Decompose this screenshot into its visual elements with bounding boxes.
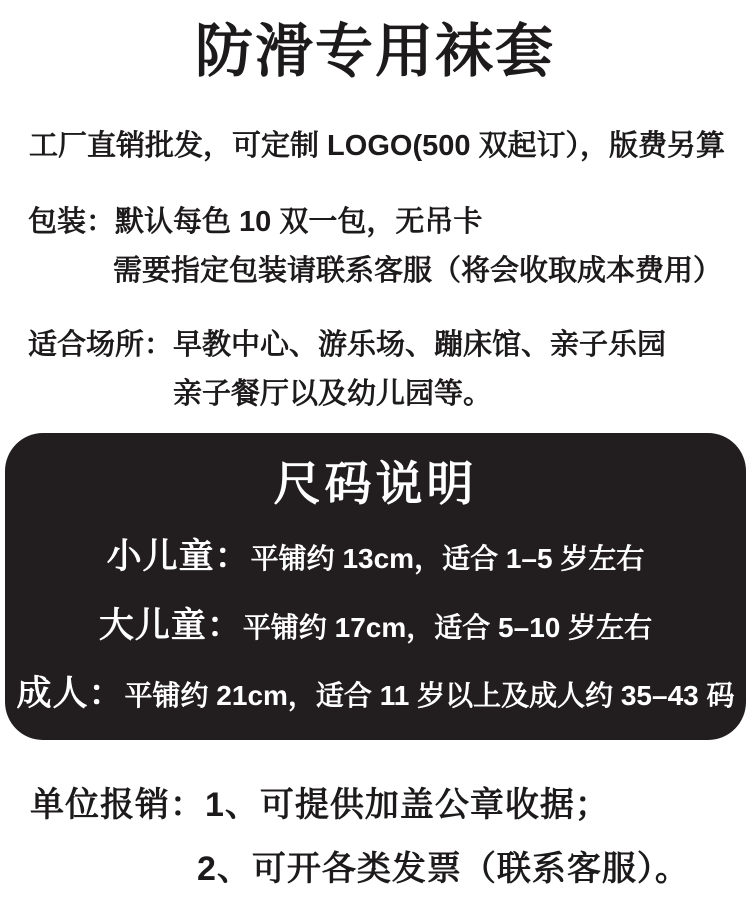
packaging-line-2: 需要指定包装请联系客服（将会收取成本费用） (113, 255, 723, 287)
invoice-line-1: 单位报销：1、可提供加盖公章收据； (30, 786, 610, 824)
invoice-line-2: 2、可开各类发票（联系客服）。 (197, 850, 690, 888)
venues-line-1: 适合场所：早教中心、游乐场、蹦床馆、亲子乐园 (28, 329, 667, 361)
size-guide-panel (5, 433, 746, 740)
invoice-section (30, 786, 740, 888)
page-title: 防滑专用袜套 (194, 19, 555, 84)
size-row-small-child-text: 平铺约 13cm，适合 1–5 岁左右 (250, 543, 645, 574)
size-row-big-child-text: 平铺约 17cm，适合 5–10 岁左右 (242, 612, 653, 643)
size-row-adult (5, 676, 746, 714)
size-guide-title: 尺码说明 (273, 457, 478, 510)
size-row-adult-text: 平铺约 21cm，适合 11 岁以上及成人约 35–43 码 (124, 680, 735, 711)
size-row-small-child-label: 小儿童： (106, 537, 251, 576)
suitable-venues-section (28, 329, 730, 410)
size-row-small-child (5, 539, 746, 577)
venues-line-2: 亲子餐厅以及幼儿园等。 (173, 378, 493, 410)
size-row-big-child-label: 大儿童： (98, 606, 243, 645)
packaging-section (28, 206, 730, 287)
packaging-line-1: 包装：默认每色 10 双一包，无吊卡 (28, 206, 483, 238)
wholesale-intro-line: 工厂直销批发，可定制 LOGO(500 双起订），版费另算 (29, 130, 726, 162)
size-row-big-child (5, 608, 746, 646)
size-row-adult-label: 成人： (16, 674, 125, 713)
